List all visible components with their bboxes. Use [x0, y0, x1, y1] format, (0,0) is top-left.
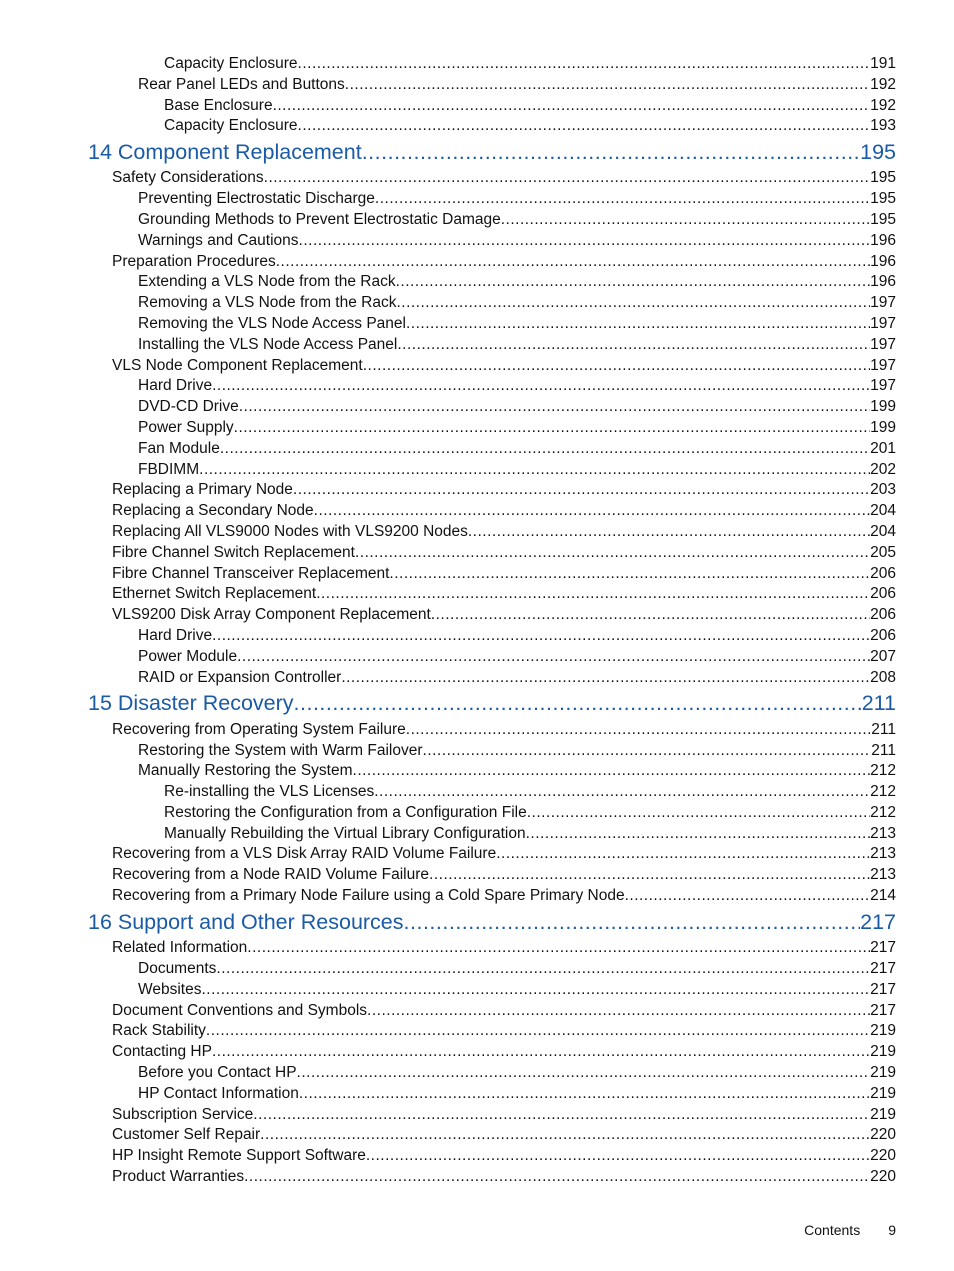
toc-entry[interactable]: [112, 865, 896, 886]
toc-entry-title: Hard Drive: [138, 377, 213, 395]
toc-entry-page: 213: [870, 824, 896, 842]
toc-entry-page: 211: [871, 741, 896, 759]
footer-page-number: 9: [888, 1222, 896, 1238]
toc-entry-title: Ethernet Switch Replacement: [112, 585, 317, 603]
toc-entry-page: 220: [870, 1126, 896, 1144]
dot-leader: [299, 1084, 870, 1105]
dot-leader: [293, 480, 870, 501]
toc-entry-page: 212: [870, 783, 896, 801]
dot-leader: [362, 137, 860, 168]
toc-entry-title: Recovering from a Node RAID Volume Failure: [112, 866, 430, 884]
dot-leader: [316, 584, 870, 605]
toc-entry-title: Power Module: [138, 647, 238, 665]
toc-entry[interactable]: [112, 605, 896, 626]
dot-leader: [353, 761, 871, 782]
toc-entry-page: 217: [860, 909, 896, 934]
toc-entry-title: Product Warranties: [112, 1167, 245, 1185]
toc-entry-title: Document Conventions and Symbols: [112, 1001, 368, 1019]
toc-entry[interactable]: [138, 647, 896, 668]
toc-entry[interactable]: [112, 1146, 896, 1167]
dot-leader: [247, 938, 870, 959]
toc-entry-title: Related Information: [112, 939, 248, 957]
toc-entry[interactable]: [112, 1105, 896, 1126]
dot-leader: [366, 1146, 870, 1167]
toc-entry-title: Before you Contact HP: [138, 1063, 297, 1081]
toc-entry-page: 204: [870, 502, 896, 520]
toc-entry-title: Websites: [138, 980, 202, 998]
dot-leader: [294, 688, 862, 719]
dot-leader: [212, 1042, 870, 1063]
toc-entry[interactable]: [138, 272, 896, 293]
toc-entry-title: Rear Panel LEDs and Buttons: [138, 75, 345, 93]
toc-entry-title: 14 Component Replacement: [88, 140, 362, 165]
toc-entry-title: Capacity Enclosure: [164, 117, 298, 135]
toc-entry-page: 191: [870, 55, 896, 72]
toc-entry-page: 219: [870, 1084, 896, 1102]
toc-entry[interactable]: [112, 886, 896, 907]
toc-entry-page: 201: [870, 439, 896, 457]
toc-entry-page: 219: [870, 1105, 896, 1123]
page-footer: [804, 1222, 896, 1238]
toc-entry-title: Manually Restoring the System: [138, 762, 353, 780]
dot-leader: [201, 980, 870, 1001]
dot-leader: [397, 335, 870, 356]
toc-entry[interactable]: [112, 564, 896, 585]
dot-leader: [260, 1125, 870, 1146]
toc-entry-page: 196: [870, 252, 896, 270]
dot-leader: [273, 96, 871, 117]
toc-entry-page: 195: [870, 190, 896, 208]
toc-entry-title: Replacing All VLS9000 Nodes with VLS9200 Nodes: [112, 523, 468, 541]
dot-leader: [220, 439, 870, 460]
toc-entry-title: Fibre Channel Transceiver Replacement: [112, 564, 390, 582]
toc-entry[interactable]: [138, 668, 896, 689]
dot-leader: [406, 720, 872, 741]
dot-leader: [253, 1105, 870, 1126]
dot-leader: [298, 116, 871, 137]
dot-leader: [234, 418, 870, 439]
toc-entry-title: 15 Disaster Recovery: [88, 691, 294, 716]
toc-entry-page: 212: [870, 803, 896, 821]
toc-entry-title: Replacing a Primary Node: [112, 481, 293, 499]
toc-entry-page: 199: [870, 419, 896, 437]
toc-entry-page: 219: [870, 1063, 896, 1081]
toc-entry-title: Customer Self Repair: [112, 1126, 261, 1144]
toc-entry-page: 206: [870, 585, 896, 603]
toc-entry-page: 202: [870, 460, 896, 478]
toc-entry-title: Recovering from a VLS Disk Array RAID Volume Failure: [112, 845, 497, 863]
dot-leader: [363, 356, 870, 377]
dot-leader: [239, 397, 870, 418]
dot-leader: [468, 522, 870, 543]
dot-leader: [297, 1063, 871, 1084]
toc-entry-title: HP Contact Information: [138, 1084, 299, 1102]
toc-entry-title: VLS9200 Disk Array Component Replacement: [112, 606, 431, 624]
toc-entry-title: Manually Rebuilding the Virtual Library Configuration: [164, 824, 526, 842]
toc-entry[interactable]: [112, 543, 896, 564]
toc-entry-title: Installing the VLS Node Access Panel: [138, 335, 398, 353]
toc-entry-page: 197: [870, 356, 896, 374]
toc-entry[interactable]: [112, 1021, 896, 1042]
toc-entry-page: 192: [870, 96, 896, 114]
toc-chapter-entry[interactable]: [88, 907, 896, 938]
toc-entry-title: FBDIMM: [138, 460, 200, 478]
toc-entry[interactable]: [112, 1125, 896, 1146]
toc-chapter-entry[interactable]: [88, 688, 896, 719]
toc-entry-page: 206: [870, 564, 896, 582]
dot-leader: [212, 376, 870, 397]
toc-entry[interactable]: [112, 1167, 896, 1188]
toc-entry-title: Extending a VLS Node from the Rack: [138, 273, 396, 291]
dot-leader: [216, 959, 870, 980]
toc-entry[interactable]: [138, 376, 896, 397]
toc-entry-title: Subscription Service: [112, 1105, 254, 1123]
toc-entry[interactable]: [138, 1084, 896, 1105]
toc-entry-page: 196: [870, 273, 896, 291]
toc-entry-title: VLS Node Component Replacement: [112, 356, 363, 374]
toc-entry-page: 213: [870, 866, 896, 884]
toc-entry-page: 208: [870, 668, 896, 686]
toc-entry[interactable]: [138, 75, 896, 96]
toc-entry[interactable]: [112, 1001, 896, 1022]
toc-entry[interactable]: [138, 293, 896, 314]
toc-entry[interactable]: [138, 231, 896, 252]
toc-entry-title: 16 Support and Other Resources: [88, 909, 404, 934]
toc-entry[interactable]: [112, 252, 896, 273]
toc-entry[interactable]: [112, 844, 896, 865]
toc-entry[interactable]: [164, 54, 896, 75]
dot-leader: [496, 844, 870, 865]
toc-entry[interactable]: [138, 959, 896, 980]
dot-leader: [299, 231, 871, 252]
toc-entry-page: 219: [870, 1022, 896, 1040]
toc-entry-page: 206: [870, 627, 896, 645]
toc-chapter-entry[interactable]: [88, 137, 896, 168]
toc-entry-page: 197: [870, 377, 896, 395]
dot-leader: [237, 647, 870, 668]
toc-entry[interactable]: [112, 584, 896, 605]
toc-entry-title: Removing a VLS Node from the Rack: [138, 294, 397, 312]
toc-entry-title: Base Enclosure: [164, 96, 273, 114]
dot-leader: [212, 626, 870, 647]
toc-entry-title: Re-installing the VLS Licenses: [164, 783, 375, 801]
toc-entry-page: 199: [870, 398, 896, 416]
toc-entry-page: 217: [870, 959, 896, 977]
toc-entry-page: 220: [870, 1147, 896, 1165]
toc-entry-title: Replacing a Secondary Node: [112, 502, 314, 520]
toc-entry[interactable]: [112, 522, 896, 543]
toc-entry-page: 213: [870, 845, 896, 863]
dot-leader: [314, 501, 870, 522]
toc-entry-page: 214: [870, 887, 896, 905]
dot-leader: [429, 865, 870, 886]
toc-entry[interactable]: [138, 761, 896, 782]
dot-leader: [345, 75, 870, 96]
toc-entry-page: 217: [870, 980, 896, 998]
toc-entry-page: 207: [870, 647, 896, 665]
toc-entry-page: 212: [870, 762, 896, 780]
toc-entry[interactable]: [112, 938, 896, 959]
toc-entry-title: DVD-CD Drive: [138, 398, 239, 416]
toc-entry-title: Contacting HP: [112, 1043, 212, 1061]
toc-entry-title: Power Supply: [138, 419, 234, 437]
toc-entry[interactable]: [112, 168, 896, 189]
dot-leader: [199, 460, 870, 481]
dot-leader: [298, 54, 871, 75]
toc-entry[interactable]: [112, 1042, 896, 1063]
dot-leader: [355, 543, 870, 564]
toc-entry-page: 193: [870, 117, 896, 135]
toc-entry[interactable]: [138, 980, 896, 1001]
toc-entry-title: Preparation Procedures: [112, 252, 276, 270]
footer-label: Contents: [804, 1222, 861, 1238]
toc-entry-page: 211: [871, 720, 896, 738]
toc-entry[interactable]: [138, 741, 896, 762]
dot-leader: [423, 741, 872, 762]
toc-entry[interactable]: [138, 210, 896, 231]
toc-entry-title: HP Insight Remote Support Software: [112, 1147, 366, 1165]
dot-leader: [526, 824, 871, 845]
toc-entry[interactable]: [164, 782, 896, 803]
dot-leader: [404, 907, 861, 938]
toc-entry-title: Capacity Enclosure: [164, 55, 298, 72]
toc-entry-page: 204: [870, 523, 896, 541]
toc-entry-page: 195: [870, 169, 896, 187]
toc-entry[interactable]: [138, 189, 896, 210]
toc-entry-page: 206: [870, 606, 896, 624]
dot-leader: [367, 1001, 870, 1022]
toc-entry-page: 195: [870, 211, 896, 229]
toc-entry[interactable]: [112, 501, 896, 522]
toc-entry-title: Recovering from Operating System Failure: [112, 720, 406, 738]
toc-entry[interactable]: [138, 418, 896, 439]
toc-entry-title: Safety Considerations: [112, 169, 264, 187]
dot-leader: [244, 1167, 870, 1188]
toc-entry-page: 205: [870, 543, 896, 561]
dot-leader: [396, 293, 870, 314]
toc-entry-page: 197: [870, 294, 896, 312]
dot-leader: [396, 272, 871, 293]
toc-entry-page: 211: [861, 691, 896, 716]
dot-leader: [406, 314, 870, 335]
toc-entry-title: Restoring the System with Warm Failover: [138, 741, 423, 759]
toc-entry[interactable]: [138, 314, 896, 335]
toc-entry[interactable]: [138, 397, 896, 418]
toc-entry-page: 217: [870, 939, 896, 957]
dot-leader: [625, 886, 871, 907]
toc-entry-page: 220: [870, 1167, 896, 1185]
toc-entry[interactable]: [138, 439, 896, 460]
toc-entry-title: Documents: [138, 959, 217, 977]
toc-entry[interactable]: [112, 480, 896, 501]
dot-leader: [431, 605, 870, 626]
toc-entry-title: RAID or Expansion Controller: [138, 668, 342, 686]
toc-entry-page: 219: [870, 1043, 896, 1061]
dot-leader: [341, 668, 870, 689]
toc-entry[interactable]: [138, 1063, 896, 1084]
toc-entry-page: 197: [870, 315, 896, 333]
toc-entry[interactable]: [112, 720, 896, 741]
toc-entry[interactable]: [164, 824, 896, 845]
toc-entry-page: 196: [870, 231, 896, 249]
toc-entry-title: Preventing Electrostatic Discharge: [138, 190, 375, 208]
toc-entry-title: Removing the VLS Node Access Panel: [138, 315, 406, 333]
toc-entry-title: Fan Module: [138, 439, 220, 457]
toc-entry[interactable]: [164, 96, 896, 117]
dot-leader: [375, 189, 870, 210]
toc-entry-title: Fibre Channel Switch Replacement: [112, 543, 355, 561]
table-of-contents: [0, 54, 954, 1188]
dot-leader: [389, 564, 870, 585]
toc-entry-title: Grounding Methods to Prevent Electrostatic Damage: [138, 211, 501, 229]
toc-entry[interactable]: [138, 460, 896, 481]
dot-leader: [501, 210, 870, 231]
dot-leader: [374, 782, 870, 803]
toc-entry-page: 192: [870, 75, 896, 93]
toc-entry[interactable]: [164, 116, 896, 137]
toc-entry[interactable]: [138, 626, 896, 647]
toc-entry-title: Recovering from a Primary Node Failure using a Cold Spare Primary Node: [112, 887, 625, 905]
dot-leader: [276, 252, 870, 273]
toc-entry-title: Restoring the Configuration from a Configuration File: [164, 803, 527, 821]
toc-entry[interactable]: [138, 335, 896, 356]
toc-entry-page: 195: [860, 140, 896, 165]
toc-entry-page: 217: [870, 1001, 896, 1019]
toc-entry[interactable]: [164, 803, 896, 824]
toc-entry-title: Rack Stability: [112, 1022, 206, 1040]
toc-entry-page: 197: [870, 335, 896, 353]
dot-leader: [264, 168, 870, 189]
dot-leader: [527, 803, 870, 824]
toc-entry-page: 203: [870, 481, 896, 499]
dot-leader: [206, 1021, 870, 1042]
toc-entry-title: Warnings and Cautions: [138, 231, 299, 249]
toc-entry-title: Hard Drive: [138, 627, 213, 645]
toc-entry[interactable]: [112, 356, 896, 377]
